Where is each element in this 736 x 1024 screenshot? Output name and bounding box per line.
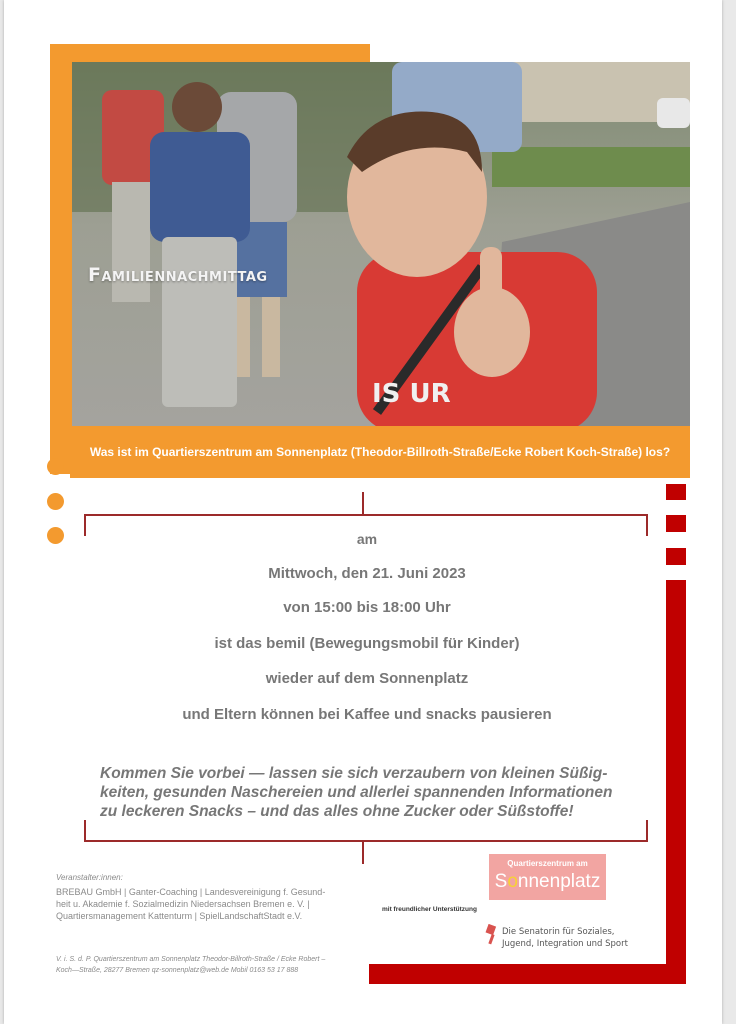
orange-dot	[47, 458, 64, 475]
invitation-line: keiten, gesunden Naschereien und allerlei spannenden Informationen	[100, 784, 613, 801]
bracket-bottom-right	[646, 820, 648, 842]
imprint-line: V. i. S. d. P. Quartierszentrum am Sonnenplatz Theodor-Billroth-Straße / Ecke Robert –	[56, 956, 326, 963]
bracket-top-line	[84, 514, 648, 516]
senator-line: Jugend, Integration und Sport	[502, 939, 628, 949]
organizers-list	[56, 886, 366, 922]
orange-dot	[47, 493, 64, 510]
bracket-bottom-line	[84, 840, 648, 842]
organizers-line: Quartiersmanagement Kattenturm | SpielLandschaftStadt e.V.	[56, 911, 303, 921]
logo-main-text	[489, 871, 606, 893]
info-banner	[70, 426, 690, 478]
sonnenplatz-logo	[489, 854, 606, 900]
invitation-line: zu leckeren Snacks – und das alles ohne Zucker oder Süßstoffe!	[100, 803, 574, 820]
banner-text: Was ist im Quartierszentrum am Sonnenplatz (Theodor-Billroth-Straße/Ecke Robert Koch-Straße) los?	[89, 445, 671, 459]
senator-logo-text	[502, 926, 628, 950]
imprint-line: Koch—Straße, 28277 Bremen qz-sonnenplatz@web.de Mobil 0163 53 17 888	[56, 967, 299, 974]
orange-dot	[47, 527, 64, 544]
event-time: von 15:00 bis 18:00 Uhr	[283, 599, 451, 616]
event-bemil: ist das bemil (Bewegungsmobil für Kinder)	[214, 635, 520, 652]
event-parents: und Eltern können bei Kaffee und snacks pausieren	[182, 706, 552, 723]
red-block	[666, 515, 686, 532]
organizers-line: BREBAU GmbH | Ganter-Coaching | Landesvereinigung f. Gesund-	[56, 887, 326, 897]
bracket-stem	[362, 842, 364, 864]
logo-letter: S	[494, 871, 508, 892]
logo-top-text: Quartierszentrum am	[507, 859, 588, 868]
red-bar-vertical	[666, 580, 686, 984]
red-block	[666, 548, 686, 565]
hero-photo	[72, 62, 690, 426]
red-block	[666, 484, 686, 500]
invitation-text	[100, 764, 640, 821]
organizers-label: Veranstalter:innen:	[56, 873, 123, 882]
bremen-key-icon	[484, 924, 498, 946]
organizers-line: heit u. Akademie f. Sozialmedizin Niedersachsen Bremen e. V. |	[56, 899, 310, 909]
event-date: Mittwoch, den 21. Juni 2023	[268, 565, 466, 582]
bracket-stem	[362, 492, 364, 514]
bracket-bottom-left	[84, 820, 86, 842]
svg-text:IS UR: IS UR	[372, 379, 451, 409]
event-title: Familiennachmittag	[88, 264, 268, 286]
logo-rest: nnenplatz	[517, 871, 601, 892]
red-bar-horizontal	[369, 964, 686, 984]
event-line-am: am	[356, 531, 378, 547]
senator-line: Die Senatorin für Soziales,	[502, 927, 615, 937]
imprint	[56, 954, 376, 976]
poster-page	[4, 0, 722, 1024]
event-location: wieder auf dem Sonnenplatz	[265, 670, 469, 687]
hero-photo-illustration	[72, 62, 690, 426]
support-text: mit freundlicher Unterstützung	[382, 906, 477, 913]
sun-letter-icon: o	[507, 871, 518, 892]
invitation-line: Kommen Sie vorbei — lassen sie sich verzaubern von kleinen Süßig-	[100, 765, 608, 782]
